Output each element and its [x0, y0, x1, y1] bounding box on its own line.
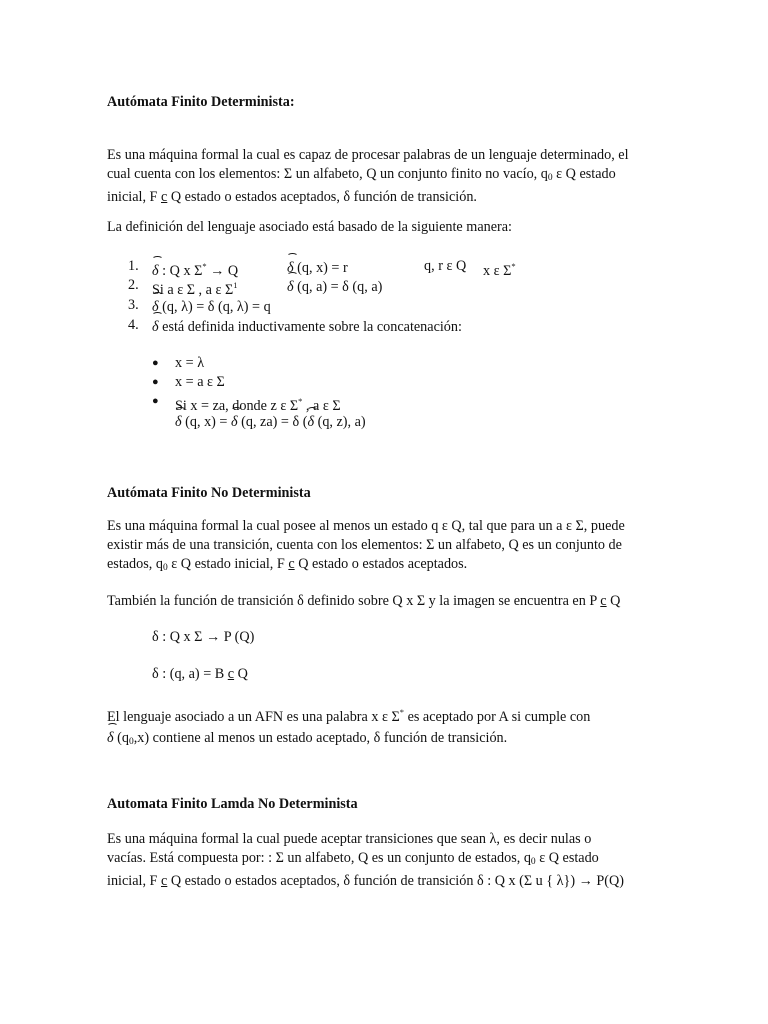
- heading-aflnd: Automata Finito Lamda No Determinista: [107, 796, 358, 812]
- heading-afd: Autómata Finito Determinista:: [107, 94, 295, 110]
- bullet-icon: ●: [152, 395, 159, 407]
- afnd-intro: [107, 517, 667, 578]
- heading-afnd: Autómata Finito No Determinista: [107, 485, 311, 501]
- afnd-intro-line2: existir más de una transición, cuenta con los elementos: Σ un alfabeto, Q es un conjunto de: [107, 537, 622, 553]
- afnd-transition-text: También la función de transición δ definido sobre Q x Σ y la imagen se encuentra en P c Q: [107, 593, 621, 609]
- afnd-language: El lenguaje asociado a un AFN es una palabra x ε Σ* es aceptado por A si cumple con δ $(q_0,x)$ contiene al menos un estado aceptado, δ función de transición.: [107, 707, 591, 747]
- afd-definition-intro: La definición del lenguaje asociado está basado de la siguiente manera:: [107, 219, 512, 235]
- afnd-intro-line1: Es una máquina formal la cual posee al menos un estado q ε Q, tal que para un a ε Σ, puede: [107, 518, 625, 534]
- bullet-icon: ●: [152, 376, 159, 388]
- bullet-icon: ●: [152, 357, 159, 369]
- afd-intro-line1: Es una máquina formal la cual es capaz de procesar palabras de un lenguaje determinado, el: [107, 147, 629, 163]
- document-page: Autómata Finito Determinista: Es una máquina formal la cual es capaz de procesar palabras de un lenguaje determinado, el cual cuenta con los elementos: Σ un alfabeto, Q un conjunto finito no vacío, $q_0$ ε Q estado inicial, F c Q estado o estados aceptados, δ función de transición. La definición del lenguaje asociado está basado de la siguiente manera: 1. δ : Q x Σ* → Q δ (q, x) = r q, r ε Q x ε Σ* 2. Si a ε Σ , a ε $\Sigma^1$ δ (q, a) = δ (q, a) 3. δ (q, λ) = δ (q, λ) = q 4. δ está definida inductivamente sobre la concatenación: ● x = λ ● x = a ε Σ ● Si x = za, donde z ε Σ* , a ε Σ δ (q, x) = δ (q, za) = δ (δ (q, z), a) Autómata Finito No Determinista Es una máquina formal la cual posee al menos un estado q ε Q, tal que para un a ε Σ, puede existir más de una transición, cuenta con los elementos: Σ un alfabeto, Q es un conjunto de estados, $q_0$ ε Q estado inicial, F c Q estado o estados aceptados. También la función de transición δ definido sobre Q x Σ y la imagen se encuentra en P c Q δ : Q x Σ → P (Q) δ : (q, a) = B c Q El lenguaje asociado a un AFN es una palabra x ε Σ* es aceptado por A si cumple con δ $(q_0,x)$ contiene al menos un estado aceptado, δ función de transición. Automata Finito Lamda No Determinista Es una máquina formal la cual puede aceptar transiciones que sean λ, es decir nulas o vacías. Está compuesta por: : Σ un alfabeto, Q es un conjunto de estados, $q_0$ ε Q estado inicial, F c Q estado o estados aceptados, δ función de transición δ : Q x (Σ u { λ}) → P(Q): [0, 0, 768, 1024]
- afd-intro: [107, 146, 667, 207]
- afnd-intro-line3: estados, $q_0$ ε Q estado inicial, F c Q estado o estados aceptados.: [107, 556, 468, 573]
- afd-intro-line3: inicial, F c Q estado o estados aceptados, δ función de transición.: [107, 189, 477, 205]
- afd-intro-line2: cual cuenta con los elementos: Σ un alfabeto, Q un conjunto finito no vacío, $q_0$ ε Q estado: [107, 166, 616, 183]
- aflnd-intro: Es una máquina formal la cual puede aceptar transiciones que sean λ, es decir nulas o vacías. Está compuesta por: : Σ un alfabeto, Q es un conjunto de estados, $q_0$ ε Q estado inicial, F c Q estado o estados aceptados, δ función de transición δ : Q x (Σ u { λ}) → P(Q): [107, 831, 624, 889]
